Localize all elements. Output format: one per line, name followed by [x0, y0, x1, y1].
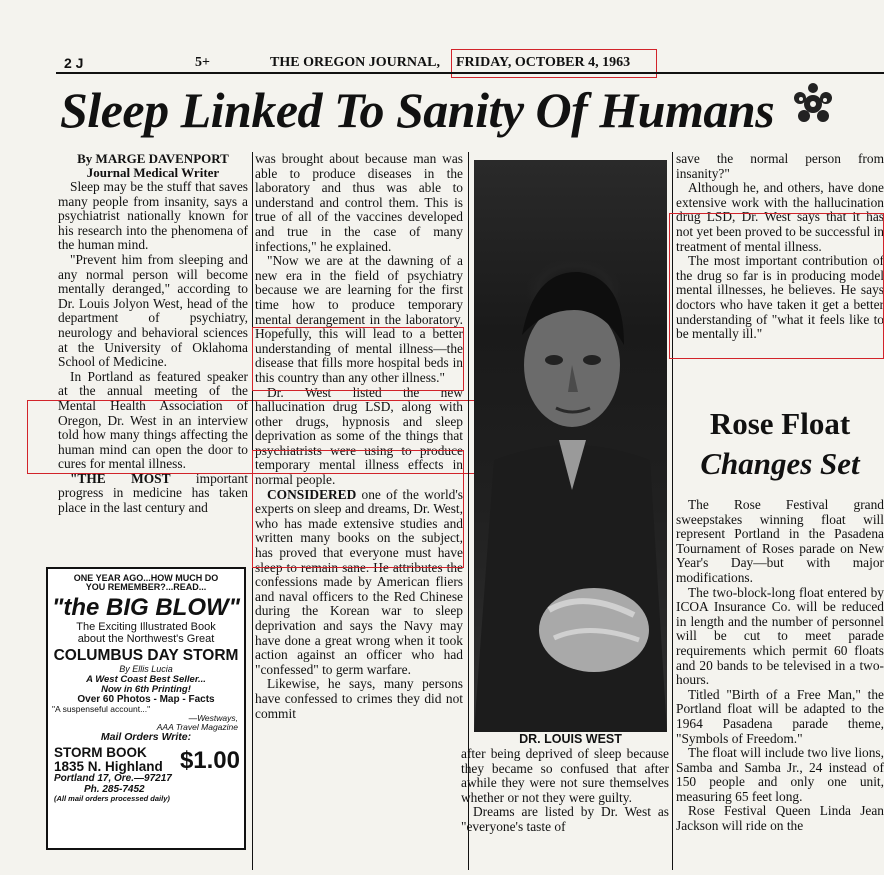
publication-date: FRIDAY, OCTOBER 4, 1963	[456, 55, 631, 70]
paragraph: save the normal person from insanity?"	[676, 152, 884, 181]
ad-storm-title: COLUMBUS DAY STORM	[53, 647, 239, 665]
paragraph-lead: CONSIDERED	[267, 486, 357, 502]
paragraph: Dr. West listed the new hallucination drug LSD, along with other drugs, hypnosis and sleep deprivation as some of the things that psychiatrists were using to produce temporary mental illness effects in normal people.	[255, 384, 463, 488]
paragraph: The most important contribution of the drug so far is in producing model mental illnesses, he believes. He says doctors who have taken it get a better understanding of "what it feels like to be mentally ill."	[676, 253, 884, 342]
paragraph-lead: "THE MOST	[70, 470, 171, 486]
portrait-photo	[474, 160, 667, 732]
paragraph-text: important progress in medicine has taken place in the last century and	[58, 470, 248, 516]
column-3-bottom	[461, 747, 669, 872]
ad-text: A West Coast Best Seller...	[86, 673, 206, 685]
masthead-rule	[56, 72, 884, 74]
paragraph: Rose Festival Queen Linda Jean Jackson will ride on the	[676, 803, 884, 834]
ad-tagline: YOU REMEMBER?...READ...	[85, 582, 207, 593]
paragraph: was brought about because man was able to produce diseases in the laboratory and thus was able to understand and control them. This is true of all of the vaccines developed and true in the case of many infections," he explained.	[255, 152, 463, 254]
ad-text: The Exciting Illustrated Book	[76, 621, 216, 634]
ad-store: STORM BOOK	[54, 745, 147, 761]
column-1	[58, 152, 248, 562]
ad-quote-source: —Westways,	[188, 713, 238, 724]
page-number: 2 J	[64, 55, 84, 71]
ad-author: By Ellis Lucia	[119, 664, 173, 675]
paragraph-text: one of the world's experts on sleep and dreams, Dr. West, who has made extensive studies and written many books on the subject, has proved that everyone must have sleep to remain sane. He attributes the confessions made by American fliers and naval officers to the Red Chinese during the Korean war to sleep deprivation and says the Navy may have done a great wrong when it took action against an officer who had "confessed" to germ warfare.	[255, 486, 463, 677]
ad-title: "the BIG BLOW"	[51, 593, 241, 621]
paragraph: Sleep may be the stuff that saves many people from insanity, says a psychiatrist nationally known for his research into the phenomena of the human mind.	[58, 179, 248, 253]
ad-quote-source: AAA Travel Magazine	[156, 722, 238, 733]
paragraph: Although he, and others, have done extensive work with the hallucination drug LSD, Dr. West says that it has not yet been proved to be successful in treatment of mental illness.	[676, 180, 884, 254]
ad-phone: Ph. 285-7452	[84, 783, 145, 795]
ad-text: about the Northwest's Great	[77, 632, 215, 645]
paragraph: In Portland as featured speaker at the annual meeting of the Mental Health Association of Oregon, Dr. West in an interview told how many things affecting the human mind can open the door to cures for mental illness.	[58, 368, 248, 472]
edition-mark: 5+	[195, 55, 210, 70]
column-divider	[252, 152, 253, 870]
rose-emblem-icon	[786, 78, 840, 130]
ad-quote: "A suspenseful account..."	[52, 704, 151, 715]
paragraph: Likewise, he says, many persons have confessed to crimes they did not commit	[255, 676, 463, 721]
paragraph: The float will include two live lions, Samba and Samba Jr., 24 instead of 150 people and only one unit, measuring 65 feet long.	[676, 745, 884, 804]
paragraph: "Prevent him from sleeping and any normal person will become mentally deranged," according to Dr. Louis Jolyon West, head of the department of psychiatry, neurology and behavioral sciences at the University of Oklahoma School of Medicine.	[58, 251, 248, 370]
headline: Sleep Linked To Sanity Of Humans	[60, 82, 775, 138]
paragraph: The Rose Festival grand sweepstakes winning float will represent Portland in the Pasadena Tournament of Roses parade on New Year's Day—but with major modifications.	[676, 498, 884, 585]
ad-city: Portland 17, Ore.—97217	[54, 773, 172, 785]
ad-text: Over 60 Photos - Map - Facts	[77, 693, 215, 705]
ad-text: Now in 6th Printing!	[101, 683, 191, 695]
column-divider	[672, 152, 673, 870]
paragraph: after being deprived of sleep because they became so confused that after awhile they were not sure themselves whether or not they were guilty.	[461, 747, 669, 805]
ad-note: (All mail orders processed daily)	[54, 794, 170, 804]
ad-tagline: ONE YEAR AGO...HOW MUCH DO	[73, 573, 219, 583]
paragraph: Titled "Birth of a Free Man," the Portland float will be adapted to the 1964 Pasadena parade theme, "Symbols of Freedom."	[676, 686, 884, 746]
ad-price: $1.00	[179, 747, 240, 775]
paragraph	[58, 472, 248, 516]
paragraph: Dreams are listed by Dr. West as "everyone's taste of	[461, 804, 669, 834]
byline-author: By MARGE DAVENPORT	[77, 152, 229, 166]
paragraph	[255, 488, 463, 678]
column-4	[676, 152, 884, 392]
ad-address: 1835 N. Highland	[54, 759, 163, 775]
paragraph: The two-block-long float entered by ICOA Insurance Co. will be reduced in length and the number of personnel will be cut to meet parade requirements which permit 60 floats and 20 bands to be televised in a two-hours.	[676, 584, 884, 688]
rose-article	[676, 498, 884, 873]
paragraph: "Now we are at the dawning of a new era in the field of psychiatry because we are learning for the first time how to produce temporary mental derangement in the laboratory. Hopefully, this will lead to a better understanding of mental illness—the disease that fills more hospital beds in this country than any other illness."	[255, 253, 463, 385]
newspaper-name: THE OREGON JOURNAL,	[270, 55, 440, 70]
ad-mail: Mail Orders Write:	[100, 731, 192, 744]
column-2	[255, 152, 463, 870]
rose-headline-2: Changes Set	[700, 446, 860, 481]
book-advertisement	[46, 567, 246, 850]
byline-role: Journal Medical Writer	[86, 165, 220, 180]
rose-headline-1: Rose Float	[709, 406, 851, 441]
photo-caption: DR. LOUIS WEST	[519, 732, 622, 746]
